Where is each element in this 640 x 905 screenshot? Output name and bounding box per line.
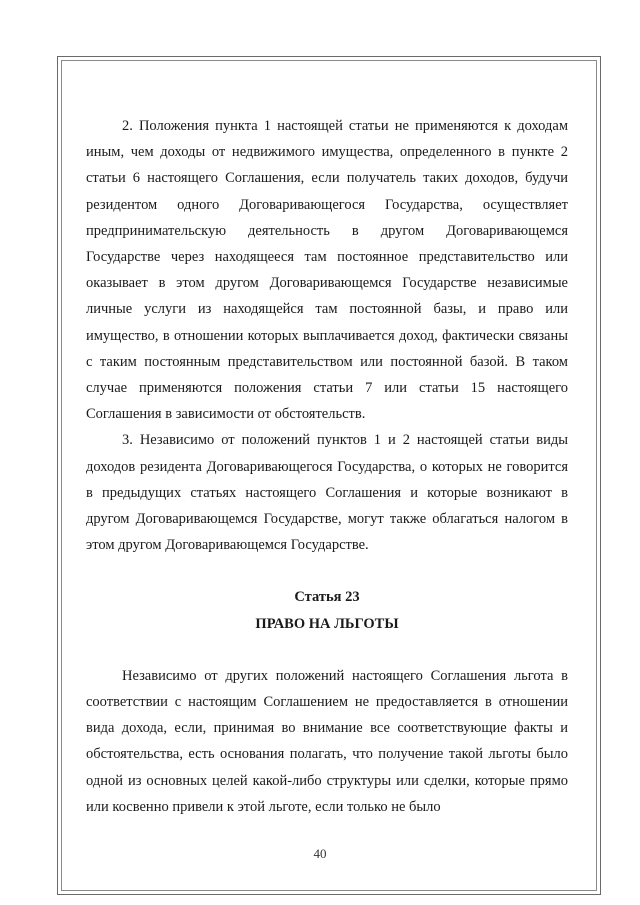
paragraph-2: 2. Положения пункта 1 настоящей статьи не применяются к доходам иным, чем доходы от недвижимого имущества, определенного в пункте 2 статьи 6 настоящего Соглашения, если получатель таких доходов, будучи резидентом одного Договаривающегося Государства, осуществляет предпринимательскую деятельность в другом Договаривающемся Государстве через находящееся там постоянное представительство или оказывает в этом другом Договаривающемся Государстве независимые личные услуги из находящейся там постоянной базы, и право или имущество, в отношении которых выплачивается доход, фактически связаны с таким постоянным представительством или постоянной базой. В таком случае применяются положения статьи 7 или статьи 15 настоящего Соглашения в зависимости от обстоятельств. — [86, 118, 568, 423]
page-number: 40 — [313, 846, 327, 861]
paragraph-article-23: Независимо от других положений настоящего Соглашения льгота в соответствии с настоящим Соглашением не предоставляется в отношении вида дохода, если, принимая во внимание все соответствующие факты и обстоятельства, есть основания полагать, что получение такой льготы было одной из основных целей какой-либо структуры или сделки, которые прямо или косвенно привели к этой льготе, если только не было — [86, 667, 568, 815]
document-body — [86, 113, 568, 820]
paragraph-3: 3. Независимо от положений пунктов 1 и 2 настоящей статьи виды доходов резидента Договаривающегося Государства, о которых не говорится в предыдущих статьях настоящего Соглашения и которые возникают в другом Договаривающемся Государстве, могут также облагаться налогом в этом другом Договаривающемся Государстве. — [86, 432, 568, 554]
article-title: ПРАВО НА ЛЬГОТЫ — [255, 615, 399, 632]
spacer — [86, 637, 568, 663]
article-number: Статья 23 — [294, 589, 360, 606]
spacer — [86, 558, 568, 584]
